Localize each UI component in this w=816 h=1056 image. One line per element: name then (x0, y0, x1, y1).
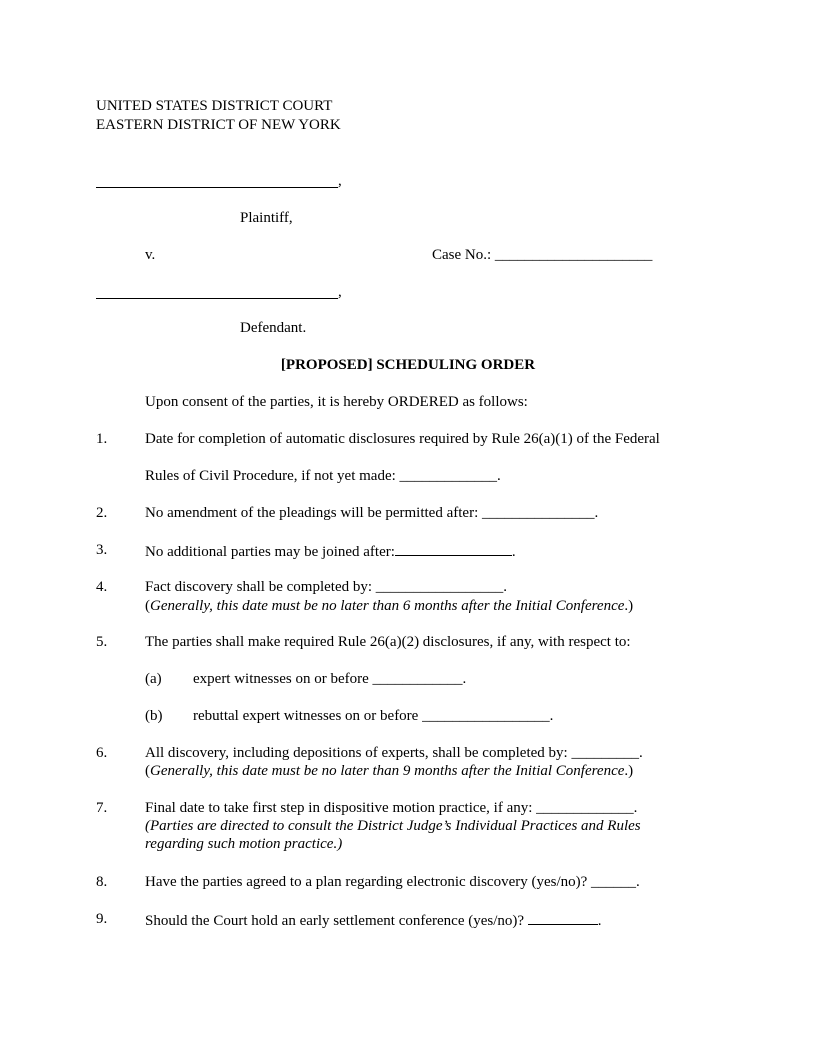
item-6-note-close: .) (624, 763, 634, 779)
intro-text: Upon consent of the parties, it is hereby ORDERED as follows: (145, 394, 528, 410)
item-9-text: Should the Court hold an early settlement conference (yes/no)? (145, 913, 525, 929)
item-2-text[interactable]: No amendment of the pleadings will be permitted after: _______________. (145, 505, 599, 521)
item-9-answer-blank[interactable] (528, 910, 598, 925)
item-6-note-open: ( (145, 763, 150, 779)
court-heading (96, 97, 341, 135)
item-6-number: 6. (96, 745, 108, 761)
item-7-text[interactable]: Final date to take first step in dispositive motion practice, if any: _____________. (145, 800, 638, 816)
item-7-note-line1 (145, 817, 641, 836)
item-4-note-text: Generally, this date must be no later than 6 months after the Initial Conference (150, 598, 625, 614)
item-6-note-text: Generally, this date must be no later than 9 months after the Initial Conference (150, 763, 625, 779)
defendant-label: Defendant. (240, 320, 307, 336)
item-5-text: The parties shall make required Rule 26(a)(2) disclosures, if any, with respect to: (145, 634, 631, 650)
subitem-a-label: (a) (145, 671, 162, 687)
plaintiff-comma: , (338, 173, 342, 189)
item-8-number: 8. (96, 874, 108, 890)
item-3-period: . (511, 544, 516, 560)
item-3-date-blank[interactable] (395, 541, 512, 556)
item-8-text[interactable]: Have the parties agreed to a plan regarding electronic discovery (yes/no)? ______. (145, 874, 640, 890)
item-7-note-text1: (Parties are directed to consult the District Judge’s Individual Practices and Rules (145, 818, 641, 834)
item-4-note-close: .) (624, 598, 634, 614)
item-7-note-text2: regarding such motion practice.) (145, 836, 343, 852)
item-4-note-open: ( (145, 598, 150, 614)
item-7-note-line2 (145, 835, 342, 854)
plaintiff-label: Plaintiff, (240, 210, 293, 226)
item-6-note (145, 762, 633, 781)
item-4-text[interactable]: Fact discovery shall be completed by: _________________. (145, 579, 508, 595)
subitem-b-text[interactable]: rebuttal expert witnesses on or before _________________. (193, 708, 554, 724)
defendant-name-blank[interactable] (96, 298, 338, 299)
plaintiff-name-blank[interactable] (96, 187, 338, 188)
subitem-a-text[interactable]: expert witnesses on or before ____________. (193, 671, 467, 687)
case-number-field[interactable]: Case No.: _____________________ (432, 247, 653, 263)
item-1-text-line1: Date for completion of automatic disclosures required by Rule 26(a)(1) of the Federal (145, 431, 660, 447)
item-9-line (145, 910, 602, 931)
defendant-comma: , (338, 284, 342, 300)
item-3-number: 3. (96, 542, 108, 558)
item-1-number: 1. (96, 431, 108, 447)
court-name: UNITED STATES DISTRICT COURT (96, 98, 333, 114)
item-9-period: . (597, 913, 602, 929)
item-2-number: 2. (96, 505, 108, 521)
item-4-number: 4. (96, 579, 108, 595)
item-9-number: 9. (96, 911, 108, 927)
versus-label: v. (145, 247, 156, 263)
item-6-text[interactable]: All discovery, including depositions of experts, shall be completed by: _________. (145, 745, 643, 761)
item-4-note (145, 597, 633, 616)
item-5-number: 5. (96, 634, 108, 650)
court-district: EASTERN DISTRICT OF NEW YORK (96, 117, 341, 133)
order-title: [PROPOSED] SCHEDULING ORDER (280, 357, 536, 373)
item-1-text-line2[interactable]: Rules of Civil Procedure, if not yet made: _____________. (145, 468, 501, 484)
item-3-text: No additional parties may be joined after: (145, 544, 395, 560)
item-3-line (145, 541, 516, 562)
item-7-number: 7. (96, 800, 108, 816)
subitem-b-label: (b) (145, 708, 163, 724)
